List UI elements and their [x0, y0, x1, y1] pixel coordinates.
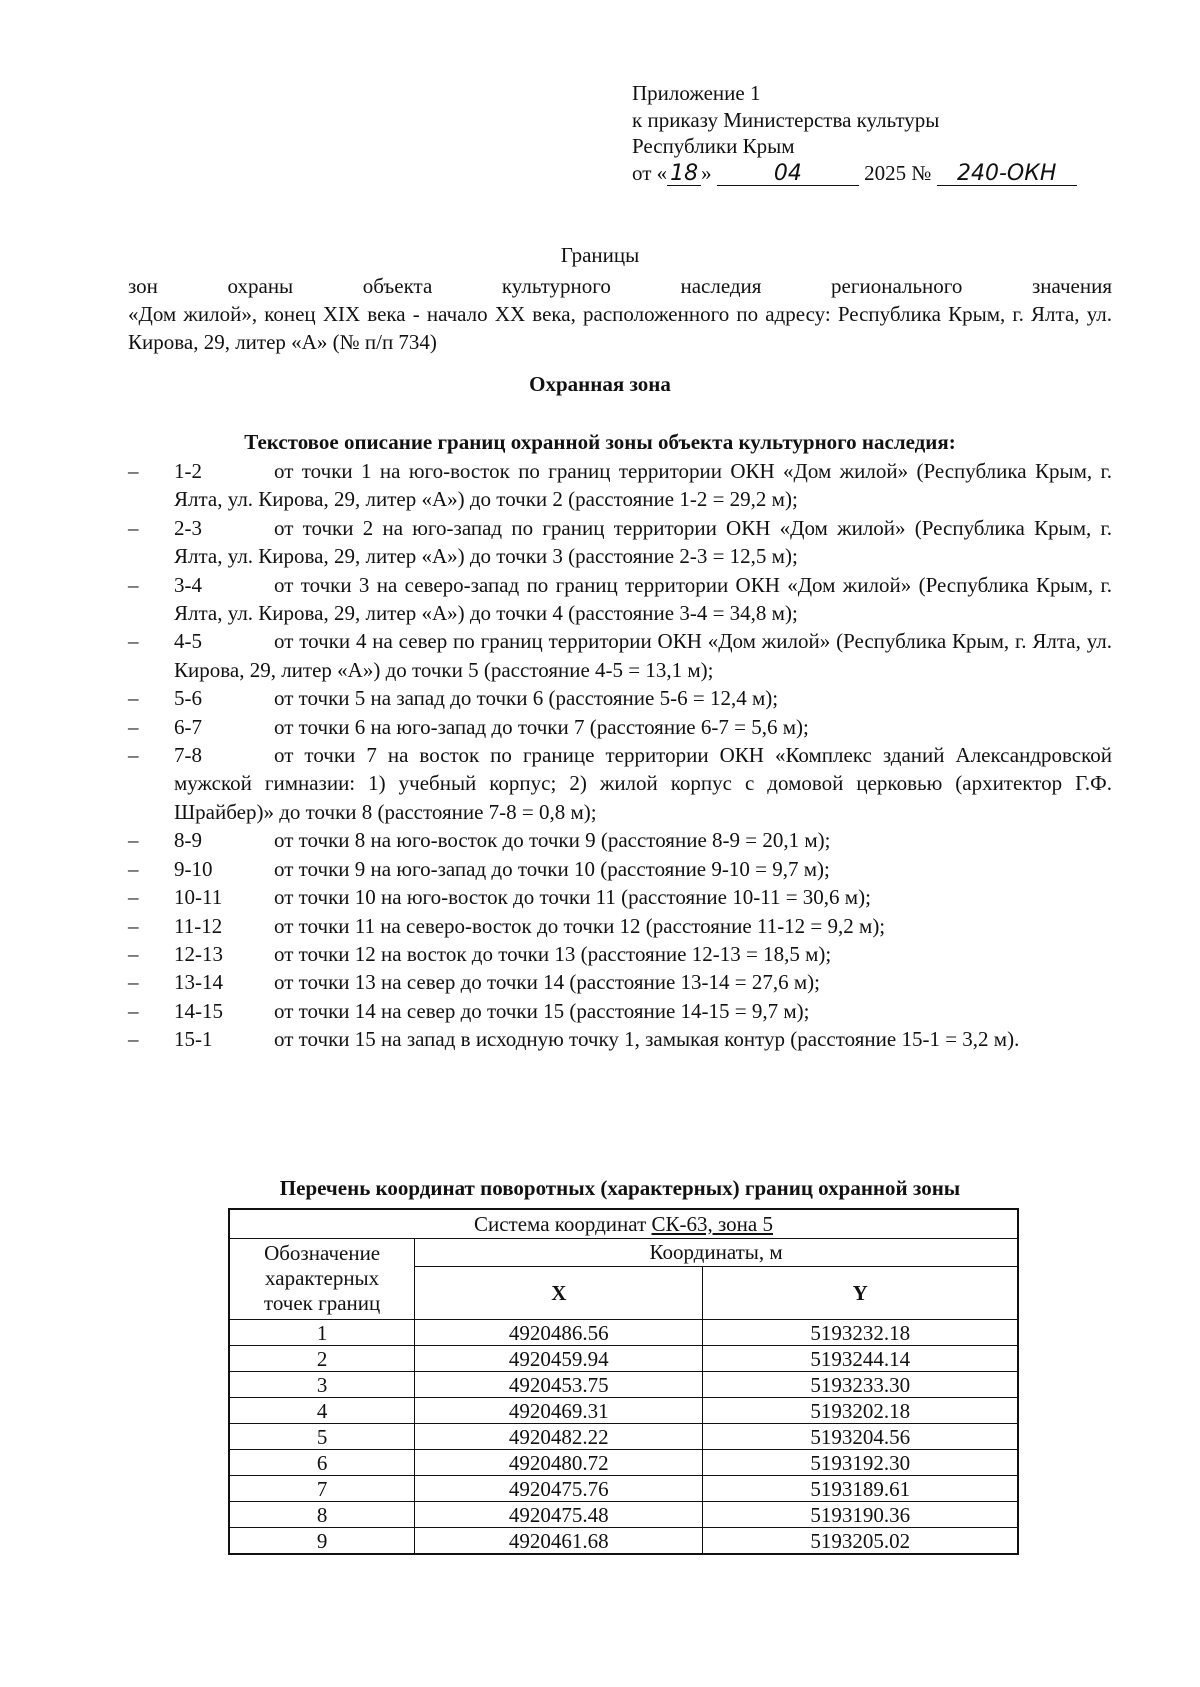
point-label-header	[229, 1239, 415, 1320]
y-cell: 5193244.14	[703, 1346, 1018, 1372]
segment-text: от точки 3 на северо-запад по границ территории ОКН «Дом жилой» (Республика Крым, г. Ялта, ул. Кирова, 29, литер «А») до точки 4 (расстояние 3-4 = 34,8 м);	[174, 572, 1112, 626]
list-item	[128, 571, 1112, 628]
segment-number: 3-4	[174, 572, 202, 597]
dash-marker: –	[128, 686, 139, 711]
x-header: X	[415, 1267, 703, 1320]
list-item	[128, 684, 1112, 712]
dash-marker: –	[128, 913, 139, 938]
document-title: Границы	[560, 243, 640, 267]
point-cell: 2	[229, 1346, 415, 1372]
coordinate-system-name: СК-63, зона 5	[651, 1211, 773, 1236]
point-cell: 8	[229, 1502, 415, 1528]
segment-number: 15-1	[174, 1027, 213, 1052]
y-header: Y	[703, 1267, 1018, 1320]
dash-marker: –	[128, 1027, 139, 1052]
table-row	[229, 1346, 1018, 1372]
segment-number: 7-8	[174, 743, 202, 768]
y-cell: 5193205.02	[703, 1528, 1018, 1555]
segment-number: 6-7	[174, 714, 202, 739]
list-item	[128, 855, 1112, 883]
table-heading: Перечень координат поворотных (характерных) границ охранной зоны	[279, 1176, 961, 1200]
segment-text: от точки 1 на юго-восток по границ территории ОКН «Дом жилой» (Республика Крым, г. Ялта, ул. Кирова, 29, литер «А») до точки 2 (расстояние 1-2 = 29,2 м);	[174, 459, 1112, 512]
date-year: 2025 №	[864, 160, 932, 185]
segment-text: от точки 13 на север до точки 14 (расстояние 13-14 = 27,6 м);	[274, 970, 820, 995]
list-item	[128, 968, 1112, 996]
segment-number: 13-14	[174, 970, 223, 995]
segment-text: от точки 15 на запад в исходную точку 1, замыкая контур (расстояние 15-1 = 3,2 м).	[274, 1027, 1020, 1052]
boundary-segment-list	[128, 457, 1112, 1054]
date-month-handwritten: 04	[717, 163, 859, 186]
appendix-line: Приложение 1	[632, 81, 761, 105]
x-cell: 4920461.68	[415, 1528, 703, 1555]
table-row	[229, 1320, 1018, 1346]
segment-text: от точки 12 на восток до точки 13 (расстояние 12-13 = 18,5 м);	[274, 941, 832, 966]
subtitle-line-1: зон охраны объекта культурного наследия регионального значения	[128, 274, 1112, 298]
segment-number: 14-15	[174, 998, 223, 1023]
point-label-header-line: характерных	[265, 1266, 380, 1290]
segment-text: от точки 10 на юго-восток до точки 11 (расстояние 10-11 = 30,6 м);	[274, 885, 871, 910]
dash-marker: –	[128, 828, 139, 853]
order-number-handwritten: 240-ОКН	[937, 163, 1077, 186]
list-item	[128, 997, 1112, 1025]
segment-text: от точки 6 на юго-запад до точки 7 (расстояние 6-7 = 5,6 м);	[274, 714, 809, 739]
point-label-header-line: Обозначение	[264, 1241, 381, 1265]
list-item	[128, 514, 1112, 571]
x-cell: 4920475.48	[415, 1502, 703, 1528]
y-cell: 5193192.30	[703, 1450, 1018, 1476]
segment-number: 12-13	[174, 941, 223, 966]
list-item	[128, 627, 1112, 684]
segment-text: от точки 2 на юго-запад по границ территории ОКН «Дом жилой» (Республика Крым, г. Ялта, ул. Кирова, 29, литер «А») до точки 3 (расстояние 2-3 = 12,5 м);	[174, 515, 1112, 569]
table-row	[229, 1502, 1018, 1528]
coordinates-table	[228, 1208, 1019, 1555]
list-item	[128, 940, 1112, 968]
dash-marker: –	[128, 970, 139, 995]
dash-marker: –	[128, 459, 139, 483]
point-cell: 4	[229, 1398, 415, 1424]
y-cell: 5193232.18	[703, 1320, 1018, 1346]
table-row	[229, 1450, 1018, 1476]
zone-heading: Охранная зона	[529, 372, 671, 396]
segment-number: 4-5	[174, 629, 202, 654]
segment-text: от точки 11 на северо-восток до точки 12 (расстояние 11-12 = 9,2 м);	[274, 913, 886, 938]
dash-marker: –	[128, 714, 139, 739]
table-row	[229, 1372, 1018, 1398]
x-cell: 4920475.76	[415, 1476, 703, 1502]
x-cell: 4920486.56	[415, 1320, 703, 1346]
dash-marker: –	[128, 515, 139, 540]
x-cell: 4920482.22	[415, 1424, 703, 1450]
point-cell: 6	[229, 1450, 415, 1476]
segment-text: от точки 14 на север до точки 15 (расстояние 14-15 = 9,7 м);	[274, 998, 810, 1023]
list-item	[128, 883, 1112, 911]
x-cell: 4920480.72	[415, 1450, 703, 1476]
list-item	[128, 1025, 1112, 1053]
table-row	[229, 1209, 1018, 1239]
coordinate-system-cell	[229, 1209, 1018, 1239]
date-prefix: от «	[632, 160, 668, 185]
document-subtitle	[128, 272, 1112, 356]
appendix-header	[632, 80, 1077, 186]
table-row	[229, 1424, 1018, 1450]
segment-text: от точки 8 на юго-восток до точки 9 (расстояние 8-9 = 20,1 м);	[274, 828, 831, 853]
appendix-line: Республики Крым	[632, 134, 795, 158]
segment-text: от точки 5 на запад до точки 6 (расстояние 5-6 = 12,4 м);	[274, 686, 779, 711]
segment-text: от точки 9 на юго-запад до точки 10 (расстояние 9-10 = 9,7 м);	[274, 856, 830, 881]
dash-marker: –	[128, 941, 139, 966]
dash-marker: –	[128, 885, 139, 910]
list-item	[128, 912, 1112, 940]
dash-marker: –	[128, 743, 139, 768]
segment-number: 1-2	[174, 459, 202, 483]
x-cell: 4920459.94	[415, 1346, 703, 1372]
segment-number: 5-6	[174, 686, 202, 711]
table-row	[229, 1398, 1018, 1424]
y-cell: 5193190.36	[703, 1502, 1018, 1528]
point-cell: 5	[229, 1424, 415, 1450]
list-item	[128, 741, 1112, 826]
point-cell: 3	[229, 1372, 415, 1398]
y-cell: 5193204.56	[703, 1424, 1018, 1450]
list-item	[128, 713, 1112, 741]
y-cell: 5193233.30	[703, 1372, 1018, 1398]
segment-number: 9-10	[174, 856, 213, 881]
segment-text: от точки 4 на север по границ территории ОКН «Дом жилой» (Республика Крым, г. Ялта, ул. Кирова, 29, литер «А») до точки 5 (расстояние 4-5 = 13,1 м);	[174, 629, 1112, 682]
point-label-header-line: точек границ	[263, 1291, 381, 1315]
coordinate-system-prefix: Система координат	[473, 1211, 652, 1236]
x-cell: 4920453.75	[415, 1372, 703, 1398]
list-item	[128, 457, 1112, 514]
date-mid: »	[701, 160, 712, 185]
x-cell: 4920469.31	[415, 1398, 703, 1424]
dash-marker: –	[128, 856, 139, 881]
segment-text: от точки 7 на восток по границе территории ОКН «Комплекс зданий Александровской мужской гимназии: 1) учебный корпус; 2) жилой корпус с домовой церковью (архитектор Г.Ф. Шрайбер)» до точки 8 (расстояние 7-8 = 0,8 м);	[174, 743, 1112, 824]
dash-marker: –	[128, 572, 139, 597]
coords-header: Координаты, м	[415, 1239, 1018, 1267]
table-row	[229, 1528, 1018, 1555]
description-heading: Текстовое описание границ охранной зоны объекта культурного наследия:	[244, 430, 956, 454]
table-row	[229, 1239, 1018, 1267]
order-date-line	[632, 160, 1077, 187]
segment-number: 8-9	[174, 828, 202, 853]
date-day-handwritten: 18	[667, 163, 701, 186]
point-cell: 9	[229, 1528, 415, 1555]
appendix-line: к приказу Министерства культуры	[632, 107, 940, 132]
list-item	[128, 826, 1112, 854]
segment-number: 11-12	[174, 913, 223, 938]
dash-marker: –	[128, 998, 139, 1023]
y-cell: 5193189.61	[703, 1476, 1018, 1502]
table-row	[229, 1476, 1018, 1502]
y-cell: 5193202.18	[703, 1398, 1018, 1424]
point-cell: 1	[229, 1320, 415, 1346]
subtitle-rest: «Дом жилой», конец XIX века - начало XX века, расположенного по адресу: Республика Крым, г. Ялта, ул. Кирова, 29, литер «А» (№ п/п 734)	[128, 302, 1112, 354]
point-cell: 7	[229, 1476, 415, 1502]
dash-marker: –	[128, 629, 139, 654]
segment-number: 2-3	[174, 515, 202, 540]
segment-number: 10-11	[174, 885, 223, 910]
